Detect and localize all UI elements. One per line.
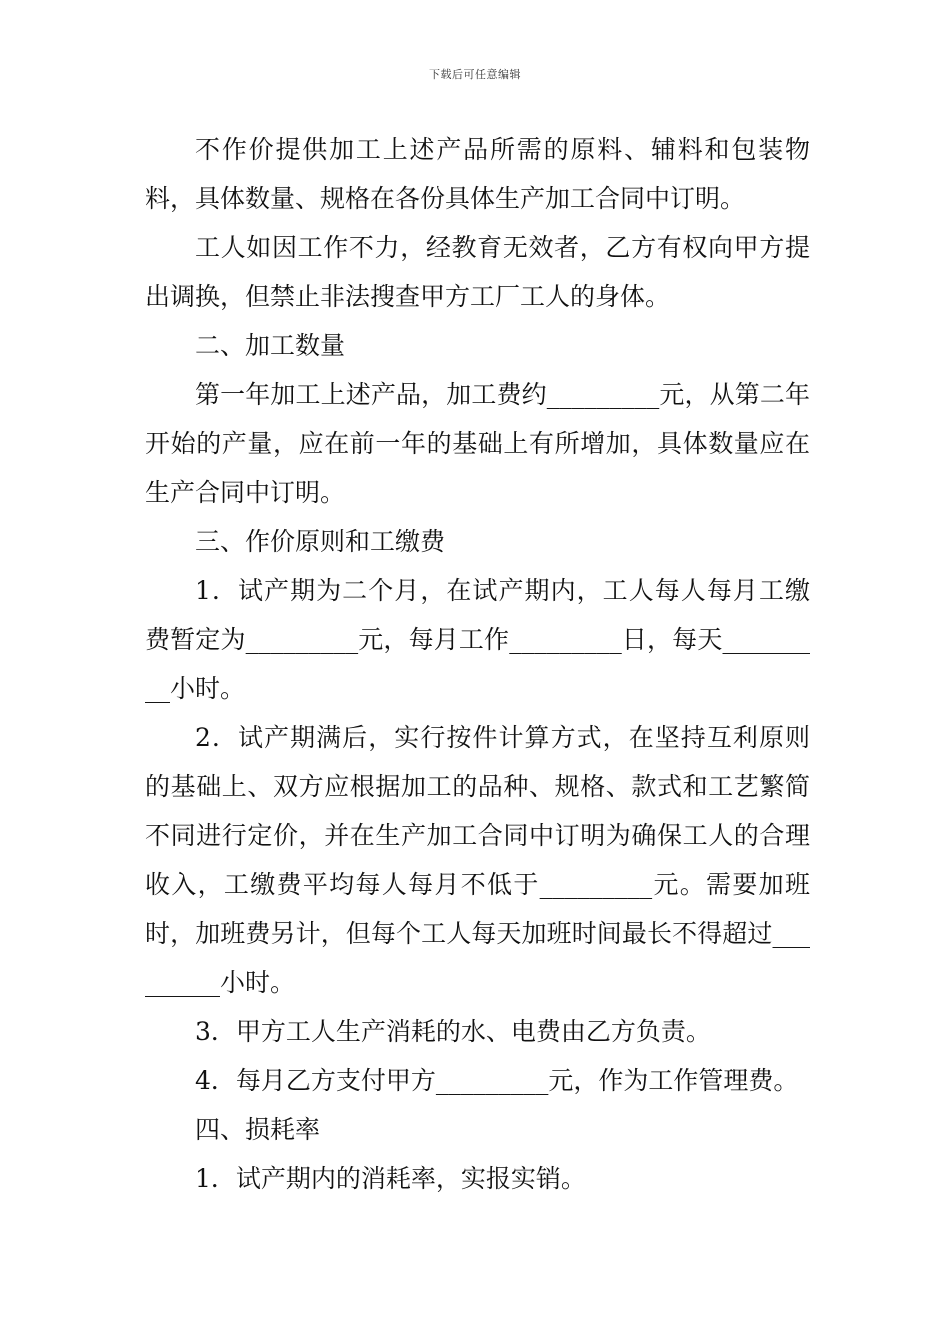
header-note: 下载后可任意编辑	[429, 68, 521, 81]
section-heading-loss-rate: 四、损耗率	[195, 1115, 321, 1144]
section-heading-pricing: 三、作价原则和工缴费	[195, 527, 446, 556]
paragraph-management-fee: 4．每月乙方支付甲方_________元，作为工作管理费。	[195, 1066, 799, 1095]
paragraph-loss-rate: 1．试产期内的消耗率，实报实销。	[195, 1164, 586, 1193]
paragraph-worker-replacement: 工人如因工作不力，经教育无效者，乙方有权向甲方提出调换，但禁止非法搜查甲方工厂工人的身体。	[145, 233, 810, 311]
document-body	[145, 125, 810, 1203]
paragraph-utilities: 3．甲方工人生产消耗的水、电费由乙方负责。	[195, 1017, 711, 1046]
paragraph-piecework: 2．试产期满后，实行按件计算方式，在坚持互利原则的基础上、双方应根据加工的品种、规格、款式和工艺繁简不同进行定价，并在生产加工合同中订明为确保工人的合理收入，工缴费平均每人每月不低于_________元。需要加班时，加班费另计，但每个工人每天加班时间最长不得超过_________小时。	[145, 723, 810, 997]
paragraph-materials: 不作价提供加工上述产品所需的原料、辅料和包装物料，具体数量、规格在各份具体生产加工合同中订明。	[145, 135, 810, 213]
section-heading-quantity: 二、加工数量	[195, 331, 346, 360]
paragraph-quantity: 第一年加工上述产品，加工费约_________元，从第二年开始的产量，应在前一年的基础上有所增加，具体数量应在生产合同中订明。	[145, 380, 810, 507]
paragraph-trial-period: 1．试产期为二个月，在试产期内，工人每人每月工缴费暂定为_________元，每月工作_________日，每天_________小时。	[145, 576, 810, 703]
